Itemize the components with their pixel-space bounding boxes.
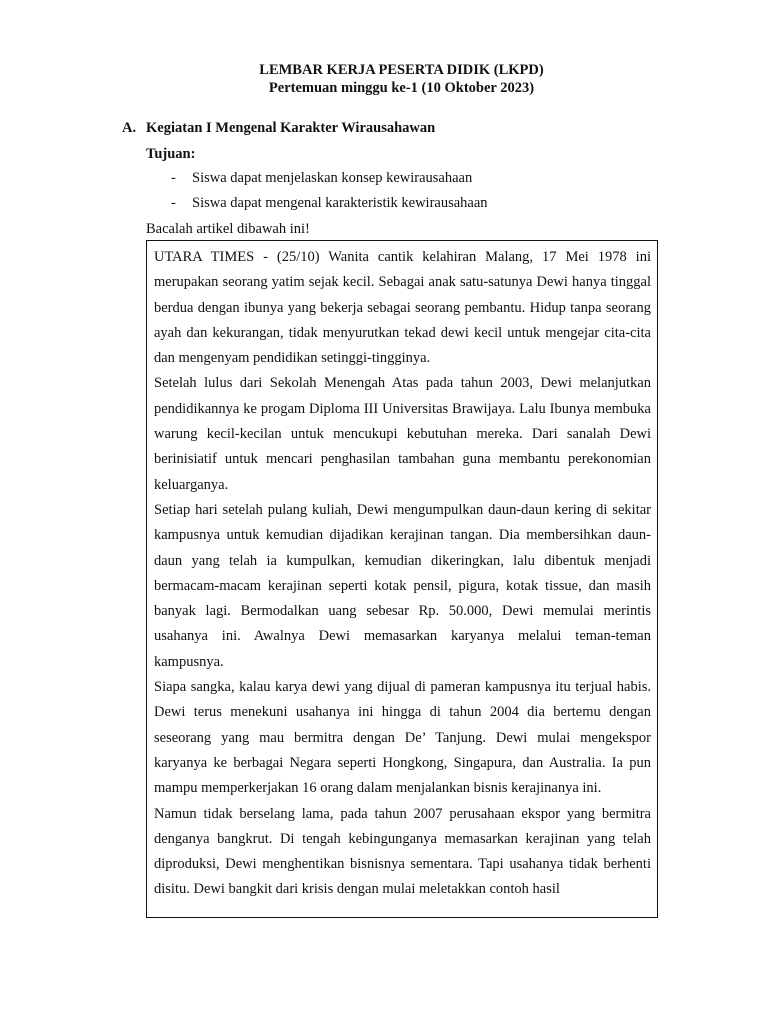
- worksheet-title: LEMBAR KERJA PESERTA DIDIK (LKPD): [259, 62, 544, 78]
- article-paragraph: Setiap hari setelah pulang kuliah, Dewi mengumpulkan daun-daun kering di sekitar kampusnya untuk kemudian dijadikan kerajinan tangan. Dia membersihkan daun-daun yang telah ia kumpulkan, kemudian dikeringkan, lalu dibentuk menjadi bermacam-macam kerajinan seperti kotak pensil, pigura, kotak tissue, dan masih banyak lagi. Bermodalkan uang sebesar Rp. 50.000, Dewi memulai merintis usahanya ini. Awalnya Dewi memasarkan karyanya melalui teman-teman kampusnya.: [154, 501, 651, 670]
- goal-text: Siswa dapat mengenal karakteristik kewirausahaan: [192, 195, 488, 211]
- article-paragraph: Siapa sangka, kalau karya dewi yang dijual di pameran kampusnya itu terjual habis. Dewi terus menekuni usahanya ini hingga di tahun 2004 dia bertemu dengan seseorang yang mau bermitra dengan De’ Tanjung. Dewi mulai mengekspor karyanya ke berbagai Negara seperti Hongkong, Singapura, dan Australia. Ia pun mampu memperkerjakan 16 orang dalam menjalankan bisnis kerajinanya ini.: [154, 679, 651, 797]
- article-paragraph: Setelah lulus dari Sekolah Menengah Atas pada tahun 2003, Dewi melanjutkan pendidikannya ke progam Diploma III Universitas Brawijaya. Lalu Ibunya membuka warung kecil-kecilan untuk mencukupi kebutuhan mereka. Dari sanalah Dewi berinisiatif untuk mencari penghasilan tambahan guna membantu perekonomian keluarganya.: [154, 375, 651, 493]
- goal-bullet: -: [171, 195, 176, 211]
- meeting-subtitle: Pertemuan minggu ke-1 (10 Oktober 2023): [268, 80, 535, 96]
- section-title: Kegiatan I Mengenal Karakter Wirausahawan: [146, 120, 436, 136]
- article-paragraph: UTARA TIMES - (25/10) Wanita cantik kelahiran Malang, 17 Mei 1978 ini merupakan seorang yatim sejak kecil. Sebagai anak satu-satunya Dewi hanya tinggal berdua dengan ibunya yang bekerja sebagai seorang pembantu. Hidup tanpa seorang ayah dan kekurangan, tidak menyurutkan tekad dewi kecil untuk mengejar cita-cita dan mengenyam pendidikan setinggi-tingginya.: [154, 249, 651, 367]
- goals-heading: Tujuan:: [146, 146, 196, 162]
- goal-item: [146, 194, 488, 219]
- reading-instruction: Bacalah artikel dibawah ini!: [146, 221, 310, 237]
- goal-bullet: -: [171, 170, 176, 186]
- goals-list: [146, 169, 488, 219]
- section-heading: [122, 119, 435, 137]
- goal-text: Siswa dapat menjelaskan konsep kewirausahaan: [192, 170, 473, 186]
- goal-item: [146, 169, 488, 194]
- article-paragraph: Namun tidak berselang lama, pada tahun 2007 perusahaan ekspor yang bermitra denganya bangkrut. Di tengah kebingunganya memasarkan kerajinan yang telah diproduksi, Dewi menghentikan bisnisnya sementara. Tapi usahanya tidak berhenti disitu. Dewi bangkit dari krisis dengan mulai meletakkan contoh hasil: [154, 805, 651, 898]
- article-box: [146, 240, 658, 918]
- section-letter: A.: [122, 120, 137, 136]
